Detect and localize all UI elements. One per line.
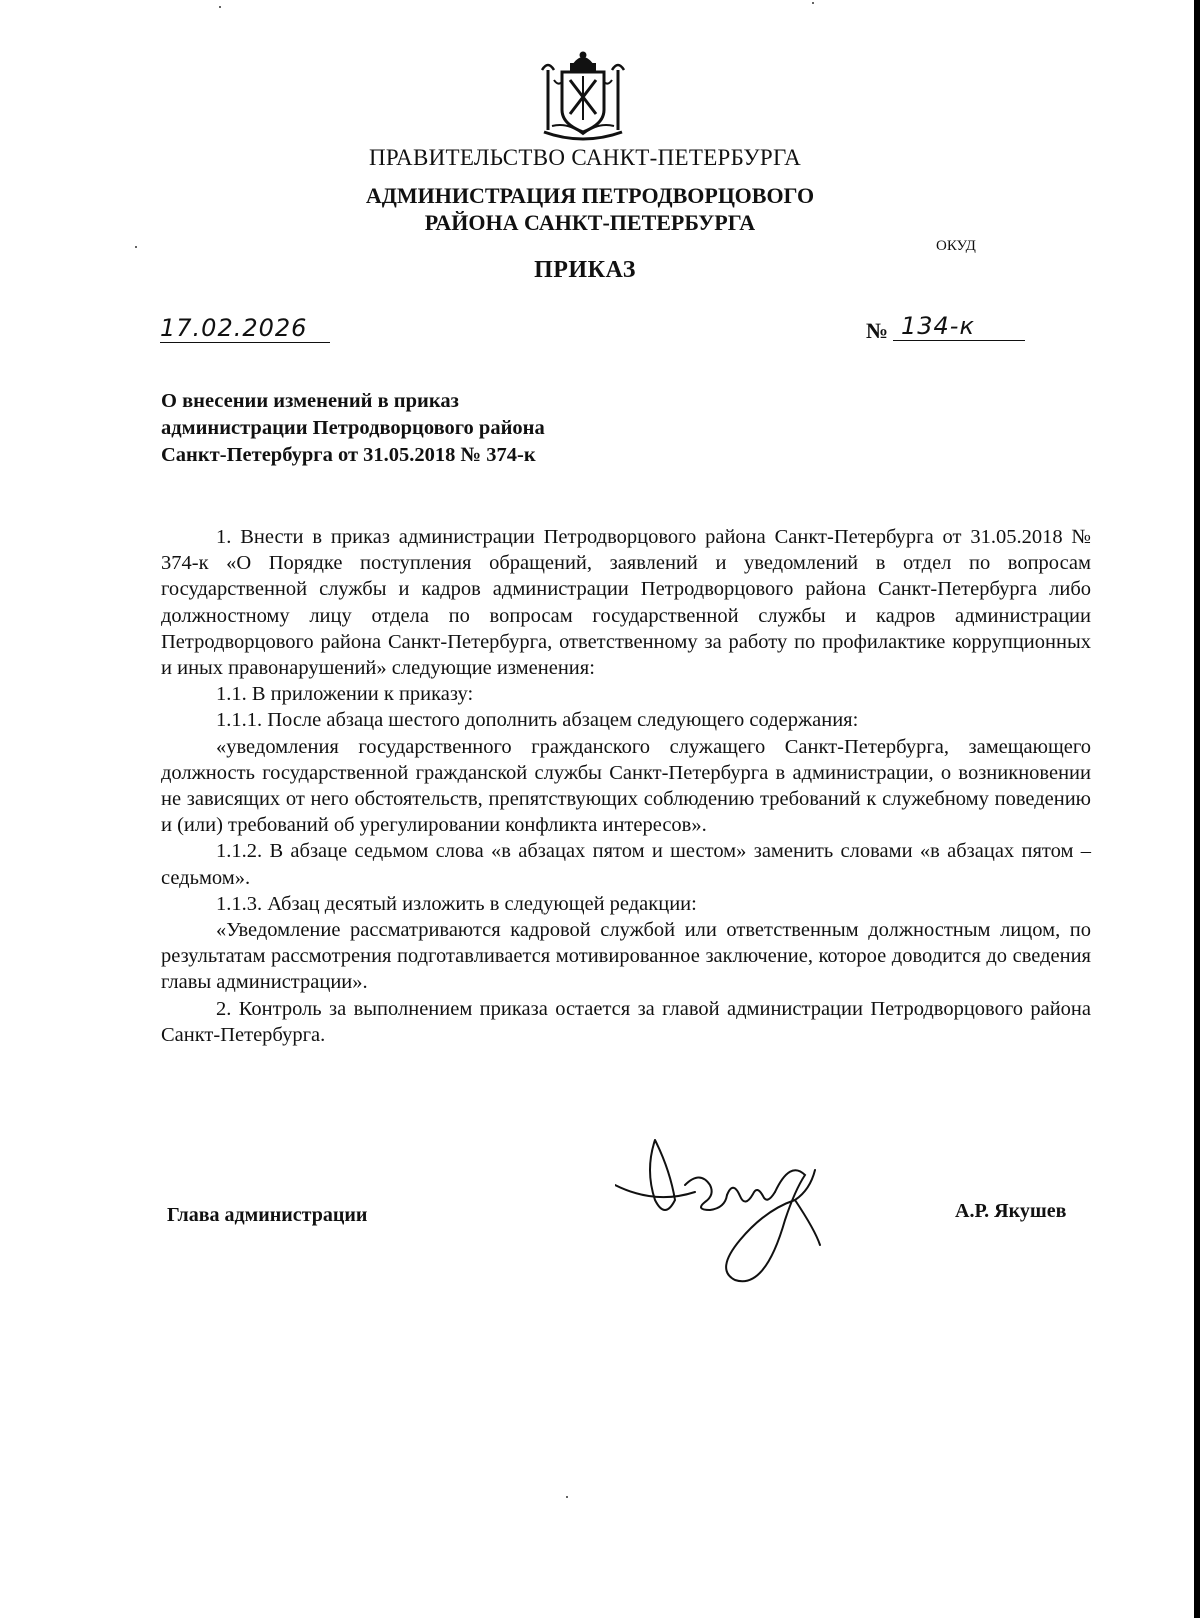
subject-line-1: О внесении изменений в приказ xyxy=(161,390,459,412)
administration-line-1: АДМИНИСТРАЦИЯ ПЕТРОДВОРЦОВОГО xyxy=(365,183,815,208)
coat-of-arms-icon xyxy=(538,50,628,142)
paragraph-1-1-3: 1.1.3. Абзац десятый изложить в следующей редакции: xyxy=(216,892,697,915)
subject-line-3: Санкт-Петербурга от 31.05.2018 № 374-к xyxy=(161,444,536,466)
scan-speck xyxy=(566,1496,568,1498)
signatory-name: А.Р. Якушев xyxy=(955,1200,1067,1222)
scan-speck xyxy=(219,6,221,8)
paragraph-2: 2. Контроль за выполнением приказа остается за главой администрации Петродворцового района Санкт-Петербурга. xyxy=(161,997,1091,1046)
paragraph-1-1: 1.1. В приложении к приказу: xyxy=(216,683,474,706)
paragraph-1-1-1: 1.1.1. После абзаца шестого дополнить абзацем следующего содержания: xyxy=(216,709,859,732)
paragraph-1-1-2: 1.1.2. В абзаце седьмом слова «в абзацах пятом и шестом» заменить словами «в абзацах пятом – седьмом». xyxy=(161,840,1091,889)
paragraph-1: 1. Внести в приказ администрации Петродворцового района Санкт-Петербурга от 31.05.2018 № 374-к «О Порядке поступления обращений, заявлений и уведомлений в отдел по вопросам государственной службы и кадров администрации Петродворцового района Санкт-Петербурга либо должностному лицу отдела по вопросам государственной службы и кадров администрации Петродворцового района Санкт-Петербурга, ответственному за работу по профилактике коррупционных и иных правонарушений» следующие изменения: xyxy=(161,526,1091,680)
order-subject xyxy=(161,388,721,469)
subject-line-2: администрации Петродворцового района xyxy=(161,417,545,439)
handwritten-signature-icon xyxy=(615,1130,845,1300)
scan-speck xyxy=(812,2,814,4)
order-date-handwritten: 17.02.2026 xyxy=(160,314,330,343)
signatory-title: Глава администрации xyxy=(167,1204,368,1226)
order-number-label: № xyxy=(866,318,889,343)
scan-speck xyxy=(135,246,137,248)
government-heading: ПРАВИТЕЛЬСТВО САНКТ-ПЕТЕРБУРГА xyxy=(368,145,802,170)
scan-edge xyxy=(1194,0,1200,1618)
order-number-handwritten: 134-к xyxy=(893,312,1025,341)
administration-heading xyxy=(0,182,1180,236)
okud-label: ОКУД xyxy=(936,238,976,254)
document-type-title: ПРИКАЗ xyxy=(534,257,636,283)
administration-line-2: РАЙОНА САНКТ-ПЕТЕРБУРГА xyxy=(424,210,756,235)
order-body xyxy=(161,524,1091,1048)
paragraph-quote-1: «уведомления государственного гражданского служащего Санкт-Петербурга, замещающего должность государственной гражданской службы Санкт-Петербурга в администрации, о возникновении не зависящих от него обстоятельств, препятствующих соблюдению требований к служебному поведению и (или) требований об урегулировании конфликта интересов». xyxy=(161,735,1091,837)
paragraph-quote-2: «Уведомление рассматриваются кадровой службой или ответственным должностным лицом, по результатам рассмотрения подготавливается мотивированное заключение, которое доводится до сведения главы администрации». xyxy=(161,919,1091,994)
